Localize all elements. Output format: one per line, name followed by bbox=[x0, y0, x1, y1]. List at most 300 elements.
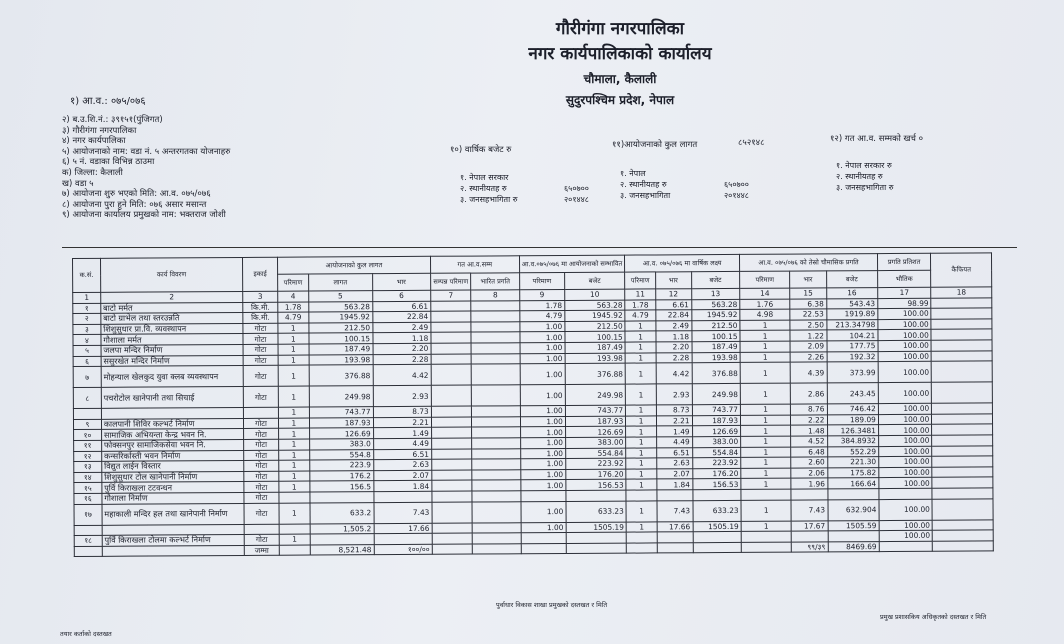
column-number: 15 bbox=[790, 288, 826, 299]
row-annual-budget: 187.93 bbox=[692, 415, 741, 426]
row-weight: 2.49 bbox=[373, 322, 431, 333]
row-weight: 2.28 bbox=[373, 354, 431, 365]
row-annual-weight: 2.63 bbox=[657, 458, 693, 469]
row-achieve-budget: 243.45 bbox=[827, 383, 878, 404]
row-qty: 1 bbox=[278, 386, 309, 407]
row-qty: 1 bbox=[279, 503, 310, 524]
col-annual-target-header: आ.व. ०७५/०७६ मा वार्षिक लक्ष्य bbox=[625, 254, 740, 272]
row-unit: गोटा bbox=[243, 418, 278, 429]
row-unit: गोटा bbox=[244, 503, 279, 524]
row-prev-progress bbox=[472, 406, 520, 417]
row-cost: 249.98 bbox=[309, 386, 373, 407]
row-annual-budget: 1945.92 bbox=[691, 310, 740, 321]
row-weight bbox=[374, 491, 432, 502]
row-qty bbox=[279, 524, 310, 535]
row-cost bbox=[310, 492, 374, 503]
total-achieve-budget: 8469.69 bbox=[828, 541, 879, 552]
column-number: 2 bbox=[101, 291, 243, 302]
row-unit: गोटा bbox=[243, 355, 278, 366]
sub-achieve-budget: बजेट bbox=[826, 271, 877, 288]
row-unit: गोटा bbox=[243, 365, 278, 386]
row-progress-pct: 100.00 bbox=[878, 340, 932, 351]
row-unit: गोटा bbox=[243, 323, 278, 334]
row-annual-weight: 8.73 bbox=[656, 405, 692, 416]
row-year-qty: 1.00 bbox=[520, 427, 565, 438]
row-annual-qty: 1 bbox=[625, 352, 656, 363]
row-qty: 1 bbox=[279, 471, 310, 482]
row-annual-weight: 2.93 bbox=[656, 384, 692, 405]
row-annual-budget: 554.84 bbox=[692, 447, 741, 458]
row-remarks bbox=[932, 424, 993, 435]
row-prev-qty bbox=[432, 502, 473, 523]
row-annual-qty: 1 bbox=[625, 331, 656, 342]
row-annual-budget: 376.88 bbox=[692, 363, 741, 384]
row-description: पुर्वि किराखला टटवन्धन bbox=[102, 482, 244, 493]
info-line: २) ब.उ.शि.नं.: ३९१५१(पुंजिगत) bbox=[62, 115, 163, 125]
row-prev-progress bbox=[472, 385, 520, 406]
row-annual-weight: 2.07 bbox=[657, 468, 693, 479]
row-annual-weight: 1.18 bbox=[656, 331, 692, 342]
row-prev-progress bbox=[472, 491, 520, 502]
row-annual-weight: 2.20 bbox=[656, 342, 692, 353]
row-year-qty: 1.00 bbox=[520, 364, 565, 385]
row-annual-weight: 6.61 bbox=[656, 299, 692, 310]
row-achieve-weight: 6.38 bbox=[790, 298, 826, 309]
row-weight: 22.84 bbox=[372, 311, 430, 322]
column-number: 8 bbox=[471, 290, 519, 301]
row-remarks bbox=[932, 414, 993, 425]
row-remarks bbox=[932, 456, 993, 467]
row-achieve-qty: 4.98 bbox=[740, 309, 790, 320]
col-achievement-header: आ.व. ०७५/०७६ को तेस्रो चौमासिक प्रगति bbox=[740, 254, 878, 272]
row-prev-progress bbox=[472, 501, 520, 522]
row-year-qty: 1.00 bbox=[521, 480, 566, 491]
row-unit: गोटा bbox=[244, 482, 279, 493]
row-achieve-budget: 632.904 bbox=[827, 499, 878, 520]
budget-sources-2 bbox=[620, 168, 749, 201]
column-number: 12 bbox=[656, 289, 692, 300]
total-cell bbox=[741, 542, 791, 553]
row-annual-qty: 1 bbox=[625, 363, 656, 384]
row-progress-pct: 100.00 bbox=[879, 499, 933, 520]
row-achieve-budget: 175.82 bbox=[827, 467, 878, 478]
sub-annual-budget: बजेट bbox=[691, 271, 740, 288]
row-annual-budget: 249.98 bbox=[692, 384, 741, 405]
budget-row bbox=[620, 190, 749, 201]
column-number: 9 bbox=[519, 289, 564, 300]
row-remarks bbox=[933, 530, 994, 541]
row-description: गौशाला मर्मत bbox=[101, 334, 243, 345]
row-remarks bbox=[932, 477, 993, 488]
row-progress-pct: 100.00 bbox=[878, 382, 932, 403]
row-achieve-weight: 22.53 bbox=[790, 309, 826, 320]
row-qty: 1 bbox=[279, 450, 310, 461]
total-weight: १००/०० bbox=[374, 544, 432, 555]
row-qty: 1 bbox=[279, 428, 310, 439]
row-year-qty bbox=[521, 533, 566, 544]
col-desc-header: कार्य विवरण bbox=[100, 257, 242, 292]
row-annual-qty: 1 bbox=[626, 416, 657, 427]
row-prev-progress bbox=[472, 438, 520, 449]
row-prev-progress bbox=[471, 343, 519, 354]
row-cost: 383.0 bbox=[309, 439, 373, 450]
row-annual-weight: 4.49 bbox=[656, 437, 692, 448]
row-achieve-qty: 1 bbox=[741, 436, 791, 447]
row-progress-pct: 98.99 bbox=[878, 298, 932, 309]
sub-achieve-weight: भार bbox=[790, 271, 826, 288]
document-header bbox=[470, 10, 770, 108]
sub-annual-qty: परिमाण bbox=[625, 272, 656, 289]
row-achieve-budget: 221.30 bbox=[827, 457, 878, 468]
row-achieve-budget: 373.99 bbox=[827, 362, 878, 383]
row-unit: गोटा bbox=[243, 334, 278, 345]
row-year-qty: 1.00 bbox=[520, 353, 565, 364]
row-annual-budget: 156.53 bbox=[692, 479, 741, 490]
row-prev-qty bbox=[432, 480, 473, 491]
annual-budget-label: १०) वार्षिक बजेट रु bbox=[450, 145, 512, 155]
row-achieve-qty: 1 bbox=[740, 404, 790, 415]
info-line: ४) नगर कार्यपालिका bbox=[62, 136, 126, 147]
row-unit: गोटा bbox=[244, 534, 279, 545]
row-prev-progress bbox=[471, 311, 519, 322]
row-year-budget: 1505.19 bbox=[566, 522, 627, 533]
total-cell bbox=[566, 543, 627, 554]
row-achieve-qty: 1 bbox=[740, 383, 790, 404]
row-annual-qty: 1.78 bbox=[625, 300, 656, 311]
info-line: क) जिल्ला: कैलाली bbox=[62, 167, 123, 178]
budget-row bbox=[460, 194, 589, 205]
row-unit bbox=[243, 407, 278, 418]
project-info-list bbox=[62, 115, 230, 221]
row-year-budget: 743.77 bbox=[565, 405, 626, 416]
row-year-qty bbox=[521, 490, 566, 501]
row-year-qty: 1.00 bbox=[520, 437, 565, 448]
row-achieve-budget: 552.29 bbox=[827, 446, 878, 457]
row-annual-budget: 100.15 bbox=[692, 331, 741, 342]
info-line: ख) वडा ५ bbox=[62, 178, 94, 189]
row-achieve-weight: 2.86 bbox=[790, 383, 826, 404]
row-prev-progress bbox=[471, 332, 519, 343]
row-prev-progress bbox=[472, 459, 520, 470]
row-achieve-budget: 166.64 bbox=[827, 478, 878, 489]
row-description: शिशुसुधार टोल खानेपानी निर्माण bbox=[102, 471, 244, 482]
row-achieve-qty: 1 bbox=[741, 425, 791, 436]
row-qty: 1 bbox=[279, 460, 310, 471]
row-progress-pct: 100.00 bbox=[879, 446, 933, 457]
column-number: 5 bbox=[308, 291, 372, 302]
row-achieve-budget: 384.8932 bbox=[827, 436, 878, 447]
row-prev-qty bbox=[432, 491, 473, 502]
row-achieve-budget: 104.21 bbox=[826, 330, 877, 341]
row-progress-pct bbox=[879, 488, 933, 499]
row-sn: ७ bbox=[73, 366, 101, 387]
row-unit: गोटा bbox=[244, 439, 279, 450]
budget-row bbox=[620, 168, 749, 179]
row-qty: 1 bbox=[279, 534, 310, 545]
row-annual-budget: 1505.19 bbox=[693, 521, 742, 532]
row-sn: ४ bbox=[73, 335, 101, 346]
row-cost: 100.15 bbox=[309, 333, 373, 344]
row-annual-weight: 22.84 bbox=[656, 310, 692, 321]
row-remarks bbox=[932, 519, 993, 530]
row-year-budget: 212.50 bbox=[565, 321, 626, 332]
row-sn: १ bbox=[73, 303, 101, 314]
row-achieve-budget: 213.34798 bbox=[826, 319, 877, 330]
row-achieve-budget: 126.3481 bbox=[827, 425, 878, 436]
row-prev-progress bbox=[472, 469, 520, 480]
row-remarks bbox=[932, 445, 993, 456]
row-description: बाटो मर्मत bbox=[101, 302, 243, 313]
row-cost: 633.2 bbox=[310, 502, 374, 523]
row-annual-budget: 223.92 bbox=[692, 458, 741, 469]
row-remarks bbox=[932, 488, 993, 499]
row-year-budget: 176.20 bbox=[566, 469, 627, 480]
row-remarks bbox=[931, 308, 992, 319]
info-line: ७) आयोजना शुरु भएको मिति: आ.व. ०७५/०७६ bbox=[62, 189, 211, 200]
row-cost: 376.88 bbox=[309, 365, 373, 386]
row-prev-progress bbox=[471, 300, 519, 311]
row-cost: 156.5 bbox=[309, 481, 373, 492]
row-progress-pct: 100.00 bbox=[879, 478, 933, 489]
row-weight: 1.18 bbox=[373, 333, 431, 344]
row-annual-qty: 1 bbox=[626, 458, 657, 469]
row-prev-qty bbox=[431, 332, 472, 343]
row-year-budget: 187.49 bbox=[565, 342, 626, 353]
row-sn: ६ bbox=[73, 356, 101, 367]
row-year-budget: 383.00 bbox=[565, 437, 626, 448]
row-weight: 6.61 bbox=[372, 301, 430, 312]
row-achieve-budget: 177.75 bbox=[827, 341, 878, 352]
budget-row bbox=[460, 183, 589, 194]
info-line: ९) आयोजना कार्यालय प्रमुखको नाम: भक्तराज जोशी bbox=[62, 210, 226, 221]
row-annual-qty bbox=[626, 532, 657, 543]
budget-sources-1 bbox=[460, 172, 589, 205]
row-year-qty: 1.00 bbox=[521, 522, 566, 533]
row-annual-budget bbox=[693, 532, 742, 543]
row-weight: 2.20 bbox=[373, 343, 431, 354]
row-annual-qty bbox=[626, 490, 657, 501]
row-achieve-weight: 4.52 bbox=[791, 436, 827, 447]
row-annual-weight: 4.42 bbox=[656, 363, 692, 384]
row-achieve-weight bbox=[791, 489, 827, 500]
row-prev-qty bbox=[431, 311, 472, 322]
row-cost bbox=[310, 534, 374, 545]
row-cost: 126.69 bbox=[309, 428, 373, 439]
row-sn: ११ bbox=[74, 440, 102, 451]
row-year-qty: 1.00 bbox=[520, 459, 565, 470]
row-cost: 187.93 bbox=[309, 417, 373, 428]
row-annual-weight: 2.28 bbox=[656, 352, 692, 363]
total-cell bbox=[657, 542, 693, 553]
row-progress-pct: 100.00 bbox=[879, 520, 933, 531]
row-cost: 1945.92 bbox=[308, 312, 372, 323]
row-year-qty: 1.00 bbox=[520, 342, 565, 353]
column-number: 10 bbox=[564, 289, 625, 300]
row-unit: गोटा bbox=[244, 450, 279, 461]
row-cost: 193.98 bbox=[309, 354, 373, 365]
row-year-budget: 249.98 bbox=[565, 384, 626, 405]
row-achieve-weight: 2.09 bbox=[790, 341, 826, 352]
sub-year-budget: बजेट bbox=[564, 272, 625, 289]
row-achieve-weight: 1.48 bbox=[791, 425, 827, 436]
row-prev-progress bbox=[472, 480, 520, 491]
budget-source-label: २. स्थानीयतह रु bbox=[460, 184, 507, 193]
row-cost: 187.49 bbox=[309, 344, 373, 355]
row-weight: 4.49 bbox=[373, 438, 431, 449]
row-annual-qty: 1 bbox=[626, 521, 657, 532]
col-remarks-header: कैफियत bbox=[931, 253, 992, 287]
row-year-qty: 1.00 bbox=[520, 332, 565, 343]
row-annual-qty: 1 bbox=[625, 321, 656, 332]
row-annual-weight: 1.84 bbox=[657, 479, 693, 490]
row-prev-qty bbox=[431, 417, 472, 428]
row-weight: 1.49 bbox=[373, 428, 431, 439]
row-year-budget: 554.84 bbox=[565, 448, 626, 459]
row-weight: 4.42 bbox=[373, 364, 431, 385]
row-annual-budget: 563.28 bbox=[691, 299, 740, 310]
row-achieve-qty: 1 bbox=[741, 447, 791, 458]
budget-source-label: ३. जनसहभागिता रु bbox=[460, 195, 518, 204]
row-annual-budget: 176.20 bbox=[692, 468, 741, 479]
row-progress-pct: 100.00 bbox=[878, 414, 932, 425]
row-sn: १० bbox=[74, 430, 102, 441]
column-number: 11 bbox=[625, 289, 656, 300]
row-prev-qty bbox=[432, 470, 473, 481]
row-year-budget: 1945.92 bbox=[565, 310, 626, 321]
row-weight: 2.93 bbox=[373, 385, 431, 406]
row-weight: 1.84 bbox=[373, 481, 431, 492]
row-annual-weight: 17.66 bbox=[657, 521, 693, 532]
col-sn-header: क.सं. bbox=[73, 258, 101, 292]
row-annual-budget: 212.50 bbox=[691, 320, 740, 331]
row-sn: ५ bbox=[73, 345, 101, 356]
row-qty: 1 bbox=[278, 333, 309, 344]
row-year-qty: 1.00 bbox=[520, 448, 565, 459]
row-annual-weight bbox=[657, 490, 693, 501]
row-qty: 1 bbox=[279, 481, 310, 492]
row-prev-progress bbox=[472, 364, 520, 385]
row-sn: १५ bbox=[74, 483, 102, 494]
col-prev-header: गत आ.व.सम्म bbox=[430, 256, 519, 274]
row-description: बाटो ग्राभेल तथा स्तरउन्नति bbox=[101, 313, 243, 324]
row-prev-progress bbox=[473, 533, 521, 544]
total-cell bbox=[102, 545, 244, 556]
row-year-budget bbox=[566, 532, 627, 543]
row-achieve-weight: 2.60 bbox=[791, 457, 827, 468]
row-achieve-weight: 6.48 bbox=[791, 446, 827, 457]
row-prev-qty bbox=[432, 533, 473, 544]
row-progress-pct: 100.00 bbox=[879, 530, 933, 541]
row-prev-progress bbox=[472, 427, 520, 438]
row-remarks bbox=[931, 340, 992, 351]
col-year-target-header: आ.व.०७५/०७६ मा आयोजनाको सम्भावित bbox=[519, 255, 625, 273]
row-sn: १७ bbox=[74, 504, 102, 525]
column-number: 18 bbox=[931, 287, 992, 298]
row-qty: 1 bbox=[278, 365, 309, 386]
row-annual-budget: 126.69 bbox=[692, 426, 741, 437]
row-weight: 6.51 bbox=[373, 449, 431, 460]
column-number: 13 bbox=[691, 288, 740, 299]
budget-sources-3 bbox=[836, 160, 940, 193]
row-annual-weight: 6.51 bbox=[657, 447, 693, 458]
row-sn: १३ bbox=[74, 461, 102, 472]
budget-row bbox=[460, 172, 589, 183]
row-achieve-qty: 1 bbox=[741, 478, 791, 489]
row-weight: 8.73 bbox=[373, 406, 431, 417]
row-description: ससुरखेत मन्दिर निर्माण bbox=[101, 355, 243, 366]
info-line: ३) गौरीगंगा नगरपालिका bbox=[62, 125, 137, 136]
row-sn: ३ bbox=[73, 324, 101, 335]
row-annual-budget bbox=[692, 489, 741, 500]
column-number: 1 bbox=[73, 292, 101, 303]
row-prev-qty bbox=[431, 343, 472, 354]
row-year-budget: 187.93 bbox=[565, 416, 626, 427]
row-description: सामाजिक अभियन्ता केन्द्र भवन नि. bbox=[101, 429, 243, 440]
row-prev-progress bbox=[472, 353, 520, 364]
row-progress-pct: 100.00 bbox=[878, 403, 932, 414]
row-achieve-qty: 1 bbox=[741, 521, 791, 532]
row-cost: 223.9 bbox=[309, 460, 373, 471]
row-qty: 1 bbox=[279, 418, 310, 429]
column-number: 7 bbox=[430, 290, 471, 301]
column-number: 16 bbox=[826, 288, 877, 299]
row-progress-pct: 100.00 bbox=[878, 308, 932, 319]
row-unit: गोटा bbox=[244, 460, 279, 471]
row-achieve-budget: 543.43 bbox=[826, 298, 877, 309]
row-cost: 1,505.2 bbox=[310, 523, 374, 534]
row-progress-pct: 100.00 bbox=[879, 456, 933, 467]
row-achieve-qty: 1 bbox=[741, 500, 791, 521]
row-sn: १२ bbox=[74, 451, 102, 462]
row-prev-qty bbox=[432, 459, 473, 470]
row-cost: 212.50 bbox=[309, 322, 373, 333]
row-achieve-budget: 192.32 bbox=[827, 351, 878, 362]
row-unit bbox=[244, 524, 279, 535]
row-unit: कि.मी. bbox=[243, 312, 278, 323]
total-cell bbox=[879, 541, 933, 552]
row-annual-weight: 2.49 bbox=[656, 320, 692, 331]
row-year-qty: 1.00 bbox=[521, 469, 566, 480]
row-annual-qty: 1 bbox=[626, 384, 657, 405]
row-year-qty: 1.78 bbox=[519, 300, 564, 311]
row-achieve-weight: 2.50 bbox=[790, 320, 826, 331]
row-annual-qty: 1 bbox=[626, 469, 657, 480]
total-cell bbox=[933, 541, 994, 552]
row-achieve-weight: 2.26 bbox=[790, 351, 826, 362]
row-cost: 743.77 bbox=[309, 407, 373, 418]
budget-source-value: ६५०७०० bbox=[564, 184, 589, 193]
province-name: सुदुरपश्चिम प्रदेश, नेपाल bbox=[565, 93, 675, 107]
row-achieve-qty bbox=[741, 531, 791, 542]
column-number: 17 bbox=[878, 287, 932, 298]
budget-row bbox=[620, 179, 749, 190]
row-achieve-qty: 1 bbox=[740, 341, 790, 352]
budget-row bbox=[836, 160, 940, 171]
sub-physical: भौतिक bbox=[877, 270, 931, 287]
row-progress-pct: 100.00 bbox=[878, 361, 932, 382]
row-annual-budget: 633.23 bbox=[693, 500, 742, 521]
fiscal-year: १) आ.व.: ०७५/०७६ bbox=[70, 96, 146, 107]
total-cell bbox=[473, 543, 521, 554]
sub-achieve-qty: परिमाण bbox=[740, 271, 790, 288]
total-cost-label: ११)आयोजनाको कुल लागत bbox=[612, 140, 698, 150]
row-unit: गोटा bbox=[244, 492, 279, 503]
row-qty: 1 bbox=[278, 344, 309, 355]
row-annual-weight: 1.49 bbox=[656, 426, 692, 437]
row-achieve-qty: 1 bbox=[741, 415, 791, 426]
info-line: ८) आयोजना पुरा हुने मिति: ०७६ असार मसान्त bbox=[62, 199, 207, 210]
row-remarks bbox=[931, 350, 992, 361]
